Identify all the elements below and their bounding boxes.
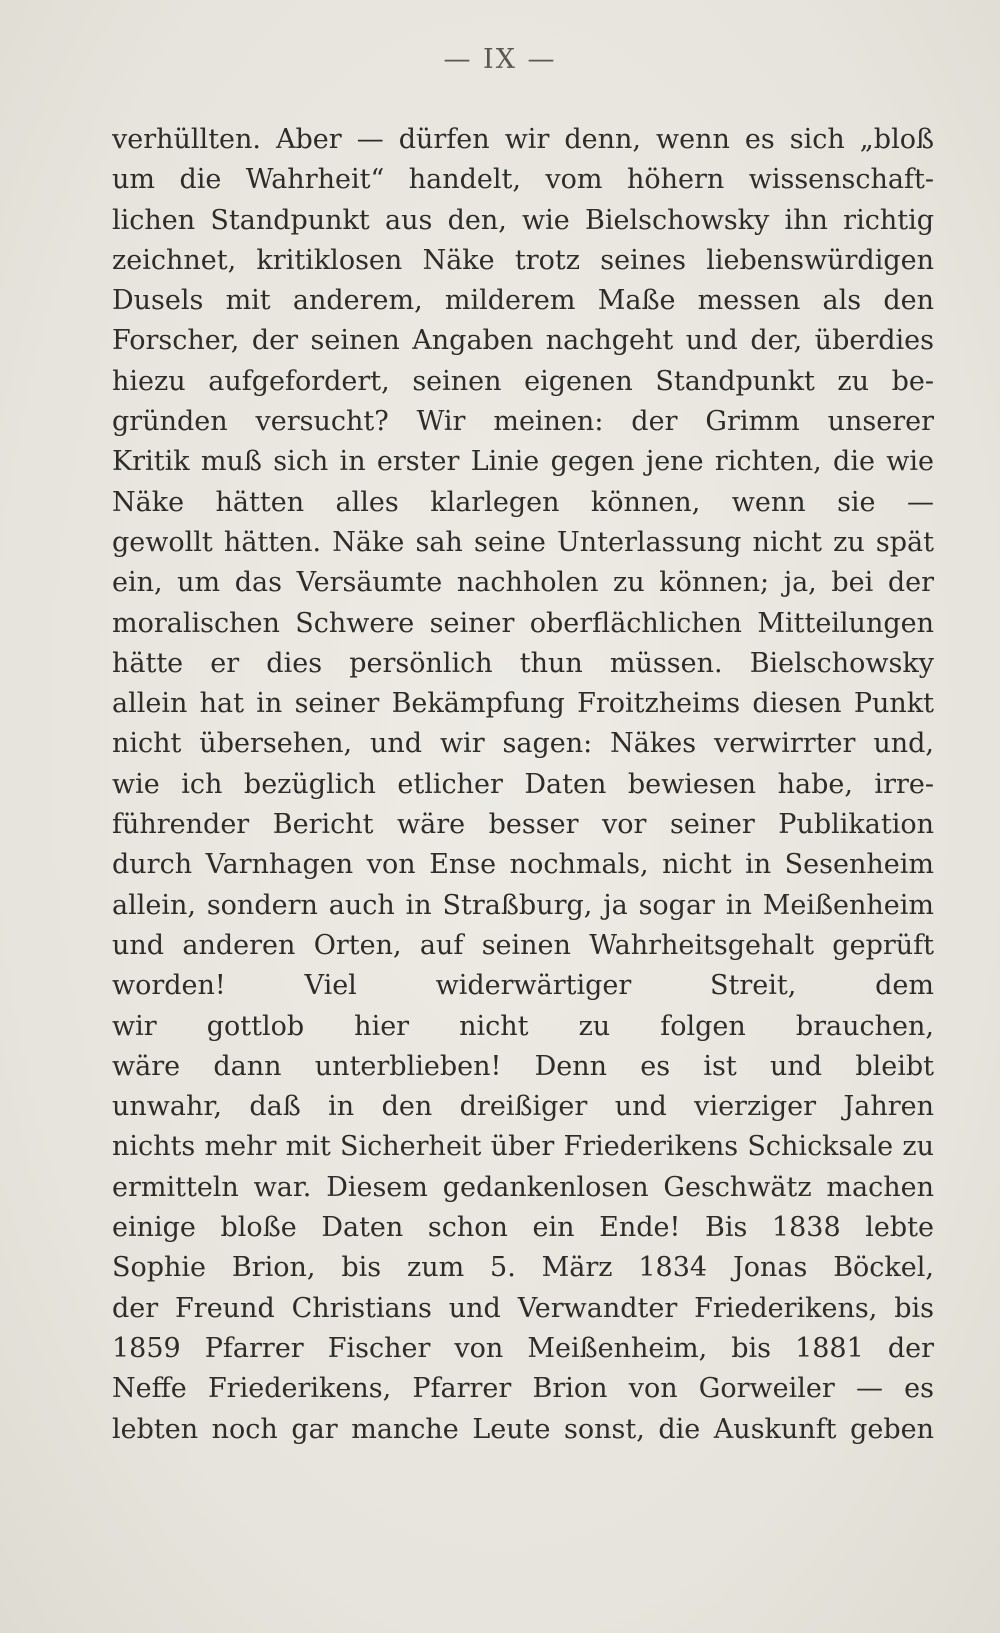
text-line: moralischen Schwere seiner oberflächlichen Mitteilungen — [112, 607, 934, 639]
text-line: zeichnet, kritiklosen Näke trotz seines liebenswürdigen — [112, 244, 934, 276]
text-line: Kritik muß sich in erster Linie gegen jene richten, die wie — [112, 446, 934, 478]
text-line: durch Varnhagen von Ense nochmals, nicht in Sesenheim — [112, 849, 934, 881]
text-line: wir gottlob hier nicht zu folgen brauchen, — [112, 1010, 934, 1042]
text-line: nicht übersehen, und wir sagen: Näkes verwirrter und, — [112, 728, 934, 760]
text-line: führender Bericht wäre besser vor seiner Publikation — [112, 809, 934, 841]
text-line: um die Wahrheit“ handelt, vom höhern wissenschaft- — [112, 164, 934, 196]
text-line: hiezu aufgefordert, seinen eigenen Standpunkt zu be- — [112, 365, 934, 397]
text-line: ermitteln war. Diesem gedankenlosen Geschwätz machen — [112, 1171, 934, 1203]
text-line: Sophie Brion, bis zum 5. März 1834 Jonas Böckel, — [112, 1252, 934, 1284]
text-line: lichen Standpunkt aus den, wie Bielschowsky ihn richtig — [112, 204, 934, 236]
text-line: Dusels mit anderem, milderem Maße messen als den — [112, 285, 934, 317]
text-line: der Freund Christians und Verwandter Friederikens, bis — [112, 1292, 934, 1324]
text-line: allein, sondern auch in Straßburg, ja sogar in Meißenheim — [112, 889, 934, 921]
page-number: — IX — — [443, 44, 557, 75]
text-line: unwahr, daß in den dreißiger und vierziger Jahren — [112, 1091, 934, 1123]
text-line: und anderen Orten, auf seinen Wahrheitsgehalt geprüft — [112, 929, 934, 961]
text-line: wäre dann unterblieben! Denn es ist und bleibt — [112, 1050, 934, 1082]
text-line: gewollt hätten. Näke sah seine Unterlassung nicht zu spät — [112, 526, 934, 558]
text-line: Neffe Friederikens, Pfarrer Brion von Gorweiler — es — [112, 1373, 934, 1405]
text-line: verhüllten. Aber — dürfen wir denn, wenn es sich „bloß — [112, 124, 934, 155]
text-line: gründen versucht? Wir meinen: der Grimm unserer — [112, 406, 934, 438]
text-line: nichts mehr mit Sicherheit über Friederikens Schicksale zu — [112, 1131, 934, 1163]
text-line: einige bloße Daten schon ein Ende! Bis 1838 lebte — [112, 1212, 934, 1244]
text-line: wie ich bezüglich etlicher Daten bewiesen habe, irre- — [112, 768, 934, 800]
body-text — [112, 120, 934, 1450]
text-line: worden! Viel widerwärtiger Streit, dem — [112, 970, 934, 1002]
text-line: Näke hätten alles klarlegen können, wenn sie — — [112, 486, 934, 518]
text-line: ein, um das Versäumte nachholen zu können; ja, bei der — [112, 567, 934, 599]
text-line: lebten noch gar manche Leute sonst, die Auskunft geben — [112, 1413, 934, 1445]
text-line: hätte er dies persönlich thun müssen. Bielschowsky — [112, 647, 934, 679]
text-line: 1859 Pfarrer Fischer von Meißenheim, bis 1881 der — [112, 1332, 934, 1364]
text-line: allein hat in seiner Bekämpfung Froitzheims diesen Punkt — [112, 688, 934, 720]
text-line: Forscher, der seinen Angaben nachgeht und der, überdies — [112, 325, 934, 357]
